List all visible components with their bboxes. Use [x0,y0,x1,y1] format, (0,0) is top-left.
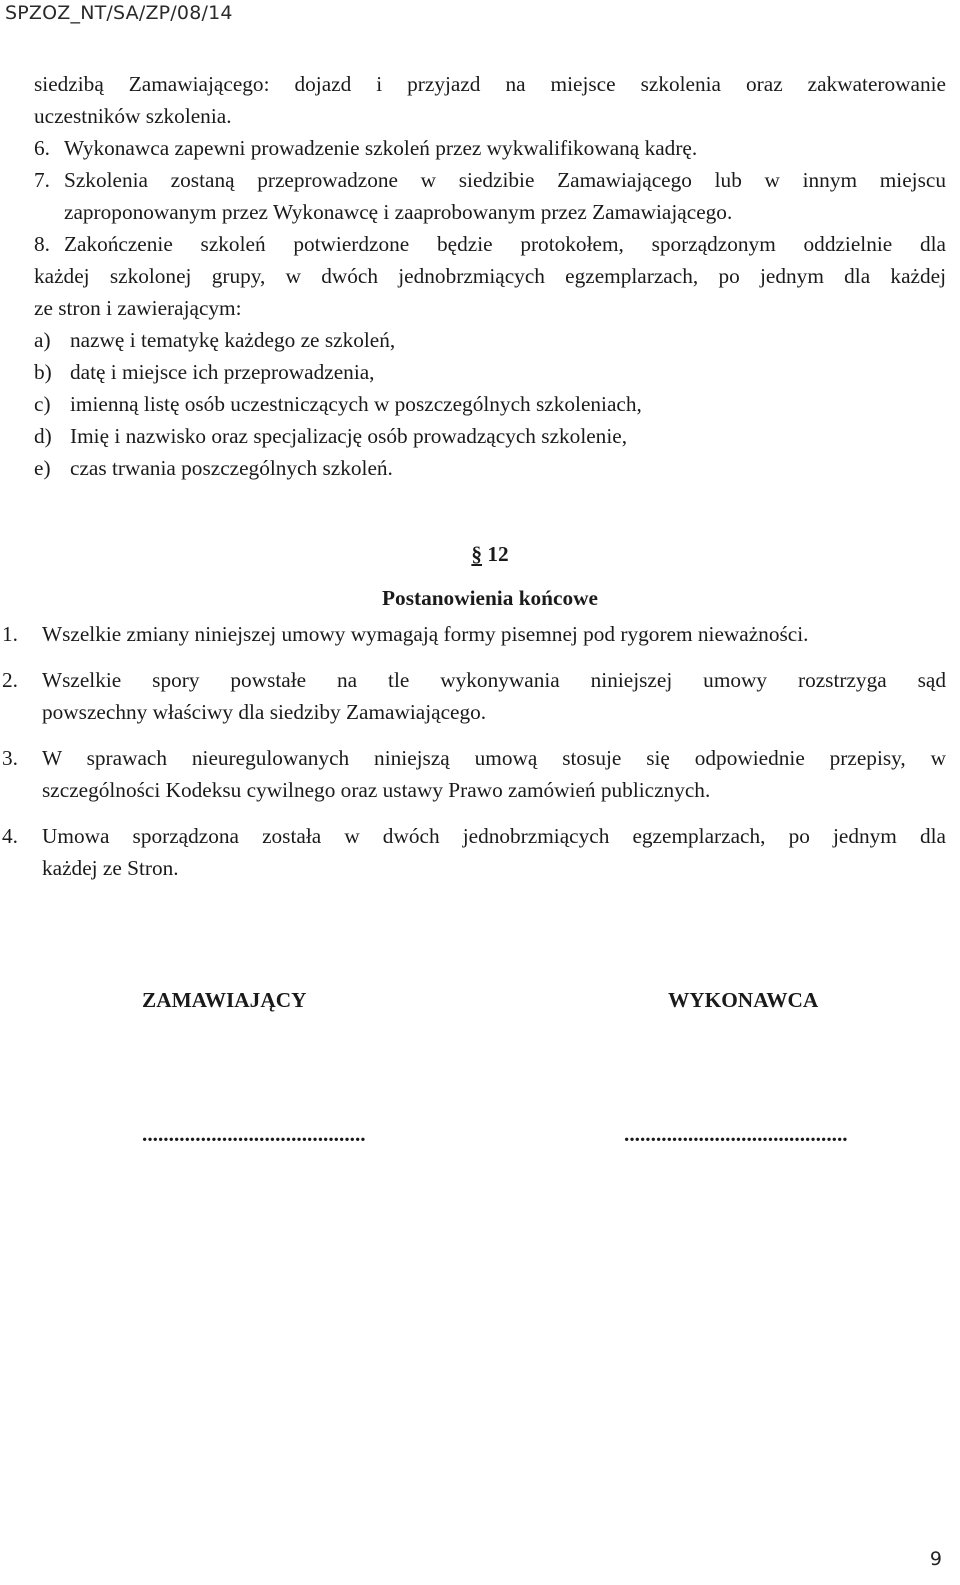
sub-item-letter: b) [34,360,52,384]
sub-item-text: Imię i nazwisko oraz specjalizację osób prowadzących szkolenie, [70,424,628,448]
list-item-8 [34,228,946,260]
document-id-header: SPZOZ_NT/SA/ZP/08/14 [5,2,233,24]
sub-item-letter: e) [34,456,51,480]
item-text: zaproponowanym przez Wykonawcę i zaaprobowanym przez Zamawiającego. [64,200,733,224]
final-item-4 [2,820,946,884]
section-title: Postanowienia końcowe [382,586,598,610]
item-text: W sprawach nieuregulowanych niniejszą umową stosuje się odpowiednie przepisy, w [42,746,946,770]
sub-item-letter: a) [34,328,51,352]
continuation-line-1: siedzibą Zamawiającego: dojazd i przyjazd na miejsce szkolenia oraz zakwaterowanie [34,72,946,96]
item-text: szczególności Kodeksu cywilnego oraz ustawy Prawo zamówień publicznych. [42,778,711,802]
item-text: każdej ze Stron. [42,856,179,880]
signature-line-left: .......................................... [142,1122,366,1146]
section-number: 12 [487,542,509,566]
item-number: 3. [2,746,18,770]
list-item-6 [34,132,946,164]
section-heading [34,538,946,570]
item-text: Zakończenie szkoleń potwierdzone będzie protokołem, sporządzonym oddzielnie dla [64,232,946,256]
final-item-2 [2,664,946,728]
signature-label-ordering-party: ZAMAWIAJĄCY [142,988,307,1012]
sub-item-text: imienną listę osób uczestniczących w poszczególnych szkoleniach, [70,392,642,416]
item-text: Wszelkie spory powstałe na tle wykonywania niniejszej umowy rozstrzyga sąd [42,668,946,692]
document-body [2,68,946,898]
item-8-continuation: ze stron i zawierającym: [34,296,242,320]
sub-item-text: czas trwania poszczególnych szkoleń. [70,456,393,480]
item-text: powszechny właściwy dla siedziby Zamawiającego. [42,700,487,724]
sub-item-a [34,324,946,356]
item-number: 6. [34,136,50,160]
sub-item-letter: d) [34,424,52,448]
sub-item-letter: c) [34,392,51,416]
continuation-line-2: uczestników szkolenia. [34,104,232,128]
item-text: Szkolenia zostaną przeprowadzone w siedzibie Zamawiającego lub w innym miejscu [64,168,946,192]
item-text: Umowa sporządzona została w dwóch jednobrzmiących egzemplarzach, po jednym dla [42,824,946,848]
item-number: 1. [2,622,18,646]
sub-item-e [34,452,946,484]
item-number: 8. [34,232,50,256]
item-number: 4. [2,824,18,848]
page-number: 9 [929,1548,942,1570]
final-item-1 [2,618,946,650]
item-number: 7. [34,168,50,192]
sub-item-c [34,388,946,420]
list-item-7 [34,164,946,228]
item-number: 2. [2,668,18,692]
signature-line-right: .......................................... [624,1122,848,1146]
item-8-continuation: każdej szkolonej grupy, w dwóch jednobrzmiących egzemplarzach, po jednym dla każdej [34,264,946,288]
final-item-3 [2,742,946,806]
sub-item-b [34,356,946,388]
signature-label-contractor: WYKONAWCA [668,988,819,1012]
sub-item-text: datę i miejsce ich przeprowadzenia, [70,360,375,384]
item-text: Wykonawca zapewni prowadzenie szkoleń przez wykwalifikowaną kadrę. [64,136,698,160]
item-text: Wszelkie zmiany niniejszej umowy wymagają formy pisemnej pod rygorem nieważności. [42,622,809,646]
sub-item-text: nazwę i tematykę każdego ze szkoleń, [70,328,396,352]
sub-item-d [34,420,946,452]
section-symbol: § [471,542,483,566]
